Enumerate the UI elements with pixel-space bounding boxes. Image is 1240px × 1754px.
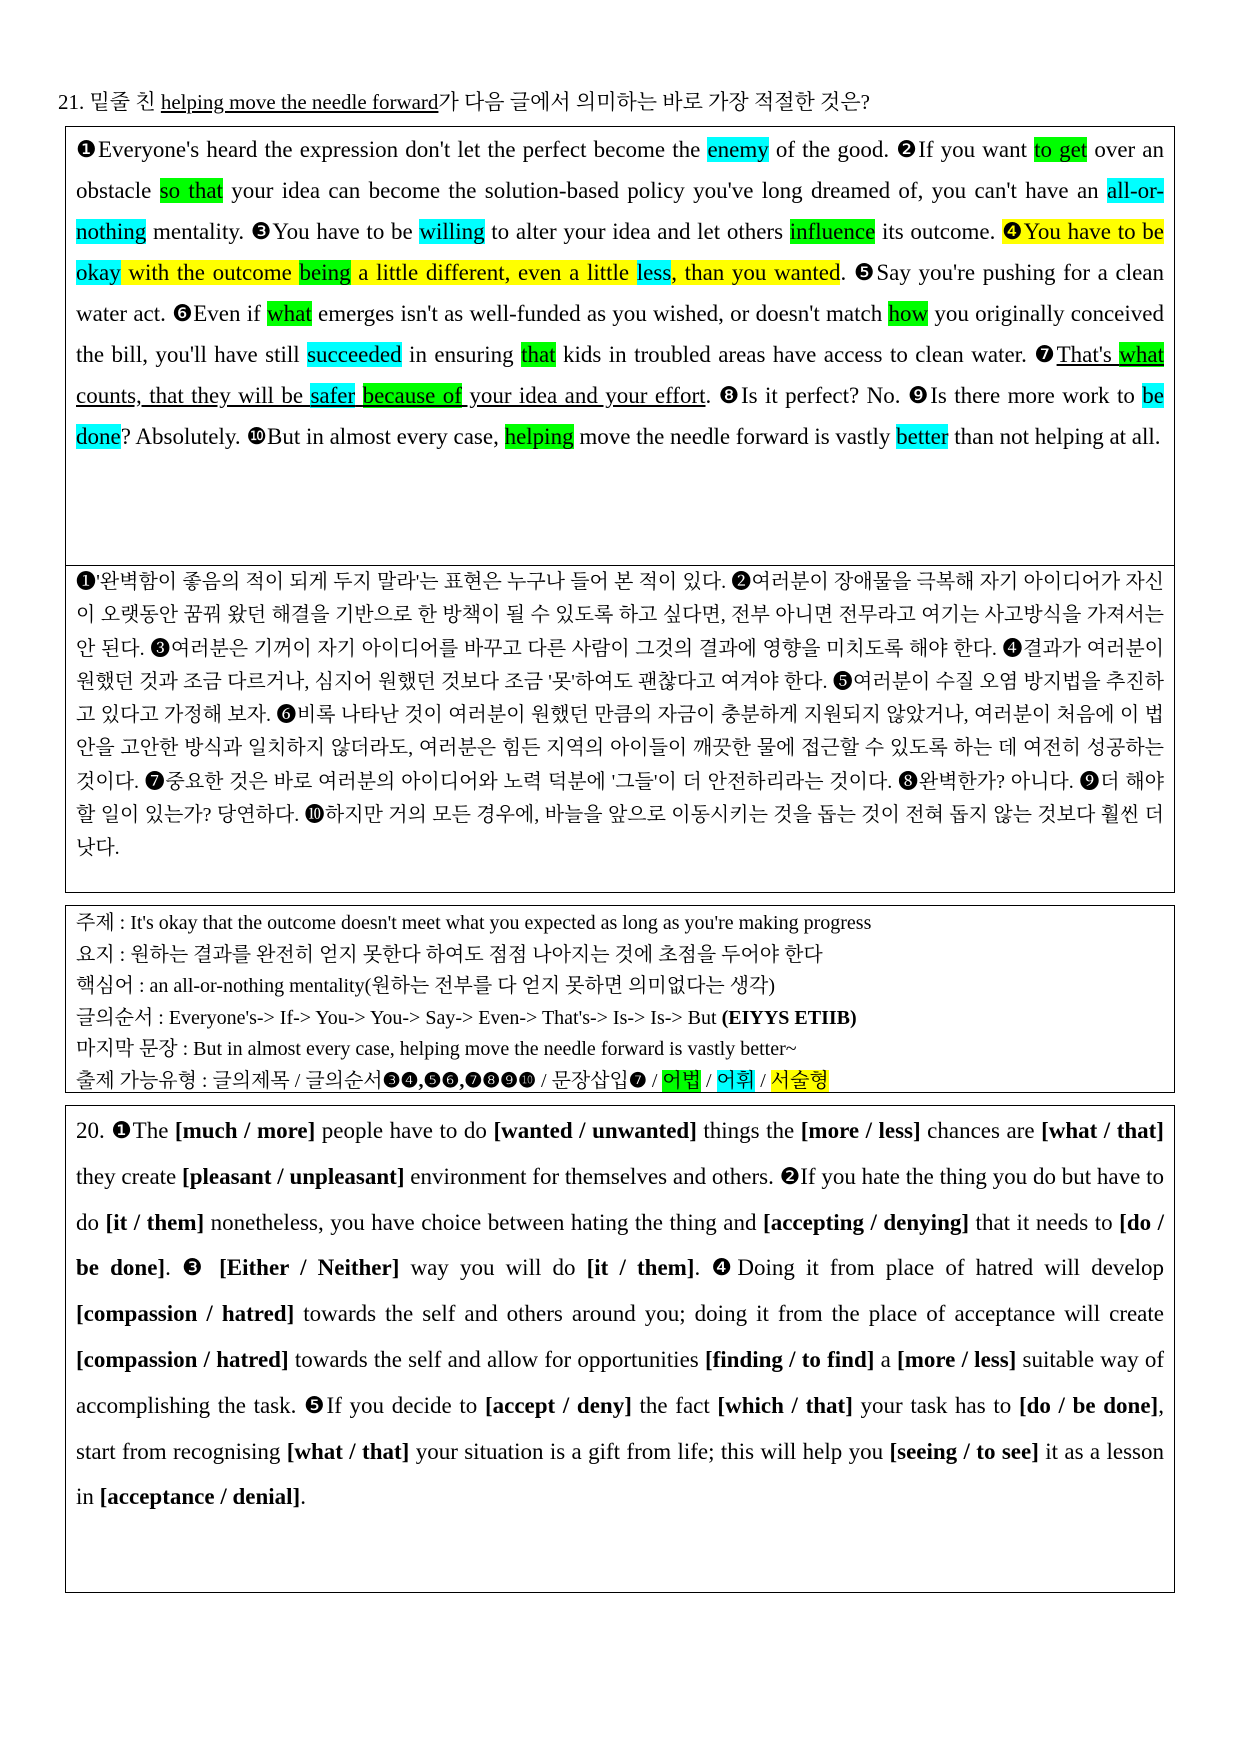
highlighted-phrase: what — [267, 301, 312, 326]
answer-choice: [Either / Neither] — [219, 1255, 400, 1281]
answer-choice: [do / be done] — [76, 1209, 1165, 1281]
summary-order-code: (EIYYS ETIIB) — [721, 1006, 857, 1029]
passage-text: towards the self and allow for opportunities — [288, 1346, 705, 1372]
type-essay-badge: 서술형 — [770, 1069, 829, 1092]
question-underlined-phrase: helping move the needle forward — [160, 90, 439, 114]
translation-box — [65, 565, 1175, 893]
highlighted-phrase: , than you wanted — [671, 260, 841, 285]
answer-choice: [acceptance / denial] — [99, 1484, 301, 1510]
highlighted-phrase: all-or-nothing — [76, 178, 1164, 244]
types-sep: / — [646, 1069, 663, 1092]
passage-text: kids in troubled areas have access to clean water. ❼ — [555, 342, 1057, 367]
exercise-box — [65, 1105, 1175, 1593]
passage-text: chances are — [920, 1118, 1042, 1143]
highlighted-phrase: with the outcome — [120, 260, 300, 285]
highlighted-phrase: helping — [504, 424, 574, 449]
passage-text: . — [300, 1484, 306, 1510]
types-insert-number: ❼ — [628, 1069, 647, 1092]
passage-text: , start from recognising — [76, 1392, 1164, 1464]
passage-text: people have to do — [315, 1118, 494, 1143]
passage-text: ? Absolutely. ❿But in almost every case, — [120, 424, 505, 449]
summary-order-text: 글의순서 : Everyone's-> If-> You-> You-> Say-> Even-> That's-> Is-> Is-> But — [76, 1006, 722, 1029]
passage-text: things the — [696, 1118, 801, 1143]
answer-choice: [which / that] — [717, 1392, 853, 1418]
highlighted-phrase: a little different, even a little — [350, 260, 637, 285]
answer-choice: [accepting / denying] — [763, 1209, 970, 1235]
answer-choice: [what / that] — [1041, 1118, 1164, 1143]
types-sep: / — [701, 1069, 717, 1092]
highlighted-phrase: that — [521, 342, 556, 367]
types-sep: / — [755, 1069, 771, 1092]
types-prefix: 출제 가능유형 : 글의제목 / 글의순서 — [76, 1069, 383, 1092]
passage-text: your task has to — [852, 1392, 1019, 1418]
answer-choice: [wanted / unwanted] — [493, 1118, 697, 1143]
passage-text: over an obstacle — [76, 137, 1165, 203]
highlighted-phrase: what — [1119, 342, 1164, 367]
passage-text: . ❽Is it perfect? No. ❾Is there more work to — [705, 383, 1143, 408]
highlighted-phrase: ❹You have to be — [1002, 219, 1164, 244]
summary-gist: 요지 : 원하는 결과를 완전히 얻지 못한다 하여도 점점 나아지는 것에 초점을 두어야 한다 — [76, 943, 823, 966]
answer-choice: [compassion / hatred] — [76, 1301, 295, 1327]
passage-text: way you will do — [399, 1255, 587, 1281]
passage-text: you originally conceived the bill, you'll have still — [76, 301, 1164, 367]
summary-box — [65, 905, 1175, 1093]
passage-text: your idea can become the solution-based policy you've long dreamed of, you can't have an — [222, 178, 1107, 203]
summary-topic: 주제 : It's okay that the outcome doesn't meet what you expected as long as you're making progress — [76, 912, 872, 934]
passage-text: your situation is a gift from life; this will help you — [409, 1438, 890, 1464]
highlighted-phrase: so that — [159, 178, 223, 203]
answer-choice: [it / them] — [586, 1255, 695, 1281]
highlighted-phrase: being — [299, 260, 351, 285]
summary-question-types — [76, 1066, 1164, 1098]
highlighted-phrase: willing — [419, 219, 485, 244]
passage-text: its outcome. — [875, 219, 1003, 244]
passage-text: the fact — [631, 1392, 718, 1418]
passage-text: to alter your idea and let others — [484, 219, 790, 244]
answer-choice: [more / less] — [800, 1118, 921, 1143]
underlined-phrase: That's — [1056, 342, 1120, 367]
highlighted-phrase: safer — [310, 383, 356, 408]
question-prefix: 21. 밑줄 친 — [58, 90, 161, 114]
answer-choice: [much / more] — [174, 1118, 316, 1143]
passage-text: a — [874, 1346, 898, 1372]
answer-choice: [pleasant / unpleasant] — [182, 1163, 405, 1189]
highlighted-phrase: okay — [76, 260, 121, 285]
summary-keyword: 핵심어 : an all-or-nothing mentality(원하는 전부를 다 얻지 못하면 의미없다는 생각) — [76, 975, 776, 997]
passage-text: move the needle forward is vastly — [573, 424, 897, 449]
passage-text: they create — [76, 1163, 183, 1189]
passage-text: 20. ❶The — [76, 1118, 175, 1143]
answer-choice: [it / them] — [105, 1209, 205, 1235]
passage-text: . ❸ — [165, 1255, 220, 1281]
underlined-phrase — [355, 383, 362, 408]
underlined-phrase: counts, that they will be — [76, 383, 311, 408]
question-title — [58, 86, 870, 116]
highlighted-phrase: to get — [1034, 137, 1088, 162]
passage-text: of the good. ❷If you want — [768, 137, 1035, 162]
highlighted-phrase: better — [896, 424, 949, 449]
passage-text: nonetheless, you have choice between hating the thing and — [204, 1209, 764, 1235]
passage-text: suitable way of accomplishing the task. ❺If you decide to — [76, 1346, 1164, 1418]
types-insert: / 문장삽입 — [536, 1069, 629, 1092]
answer-choice: [more / less] — [897, 1346, 1017, 1372]
answer-choice: [seeing / to see] — [889, 1438, 1039, 1464]
passage-text: ❶Everyone's heard the expression don't let the perfect become the — [76, 137, 708, 162]
types-order-numbers: ❸❹,❺❻,❼❽❾❿ — [382, 1069, 537, 1092]
highlighted-phrase: how — [888, 301, 929, 326]
highlighted-phrase: be done — [76, 383, 1164, 449]
passage-text: that it needs to — [969, 1209, 1120, 1235]
passage-text: environment for themselves and others. ❷If you hate the thing you do but have to do — [76, 1163, 1165, 1235]
highlighted-phrase: influence — [789, 219, 876, 244]
passage-text: in ensuring — [401, 342, 522, 367]
passage-text: . ❹Doing it from place of hatred will develop — [694, 1255, 1165, 1281]
passage-text: emerges isn't as well-funded as you wished, or doesn't match — [311, 301, 889, 326]
answer-choice: [what / that] — [286, 1438, 410, 1464]
type-grammar-badge: 어법 — [662, 1069, 702, 1092]
passage-text: mentality. ❸You have to be — [146, 219, 420, 244]
summary-last-sentence: 마지막 문장 : But in almost every case, helping move the needle forward is vastly better~ — [76, 1038, 797, 1060]
answer-choice: [compassion / hatred] — [76, 1346, 289, 1372]
passage-text: towards the self and others around you; doing it from the place of acceptance will create — [294, 1301, 1164, 1327]
highlighted-phrase: less — [636, 260, 672, 285]
passage-text: . ❺Say you're pushing for a clean water act. ❻Even if — [76, 260, 1165, 326]
underlined-phrase: your idea and your effort — [461, 383, 706, 408]
type-vocab-badge: 어휘 — [716, 1069, 756, 1092]
highlighted-phrase: because of — [362, 383, 462, 408]
highlighted-phrase: enemy — [707, 137, 769, 162]
highlighted-phrase: succeeded — [307, 342, 402, 367]
translation-text: ❶'완벽함이 좋음의 적이 되게 두지 말라'는 표현은 누구나 들어 본 적이 있다. ❷여러분이 장애물을 극복해 자기 아이디어가 자신이 오랫동안 꿈꿔 왔던 해결을 기반으로 한 방책이 될 수 있도록 하고 싶다면, 전부 아니면 전무라고 여기는 사고방식을 가져서는 안 된다. ❸여러분은 기꺼이 자기 아이디어를 바꾸고 다른 사람이 그것의 결과에 영향을 미치도록 해야 한다. ❹결과가 여러분이 원했던 것과 조금 다르거나, 심지어 원했던 것보다 조금 '못'하여도 괜찮다고 여겨야 한다. ❺여러분이 수질 오염 방지법을 추진하고 있다고 가정해 보자. ❻비록 나타난 것이 여러분이 원했던 만큼의 자금이 충분하게 지원되지 않았거나, 여러분이 처음에 이 법안을 고안한 방식과 일치하지 않더라도, 여러분은 힘든 지역의 아이들이 깨끗한 물에 접근할 수 있도록 하는 데 여전히 성공하는 것이다. ❼중요한 것은 바로 여러분의 아이디어와 노력 덕분에 '그들'이 더 안전하리라는 것이다. ❽완벽한가? 아니다. ❾더 해야 할 일이 있는가? 당연하다. ❿하지만 거의 모든 경우에, 바늘을 앞으로 이동시키는 것을 돕는 것이 전혀 돕지 않는 것보다 훨씬 더 낫다. — [76, 571, 1164, 860]
passage-box — [65, 126, 1175, 566]
answer-choice: [do / be done] — [1018, 1392, 1159, 1418]
passage-text: it as a lesson in — [76, 1438, 1164, 1510]
passage-text: than not helping at all. — [948, 424, 1161, 449]
question-suffix: 가 다음 글에서 의미하는 바로 가장 적절한 것은? — [438, 90, 870, 114]
answer-choice: [accept / deny] — [484, 1392, 632, 1418]
summary-order — [76, 1003, 1164, 1035]
answer-choice: [finding / to find] — [704, 1346, 875, 1372]
